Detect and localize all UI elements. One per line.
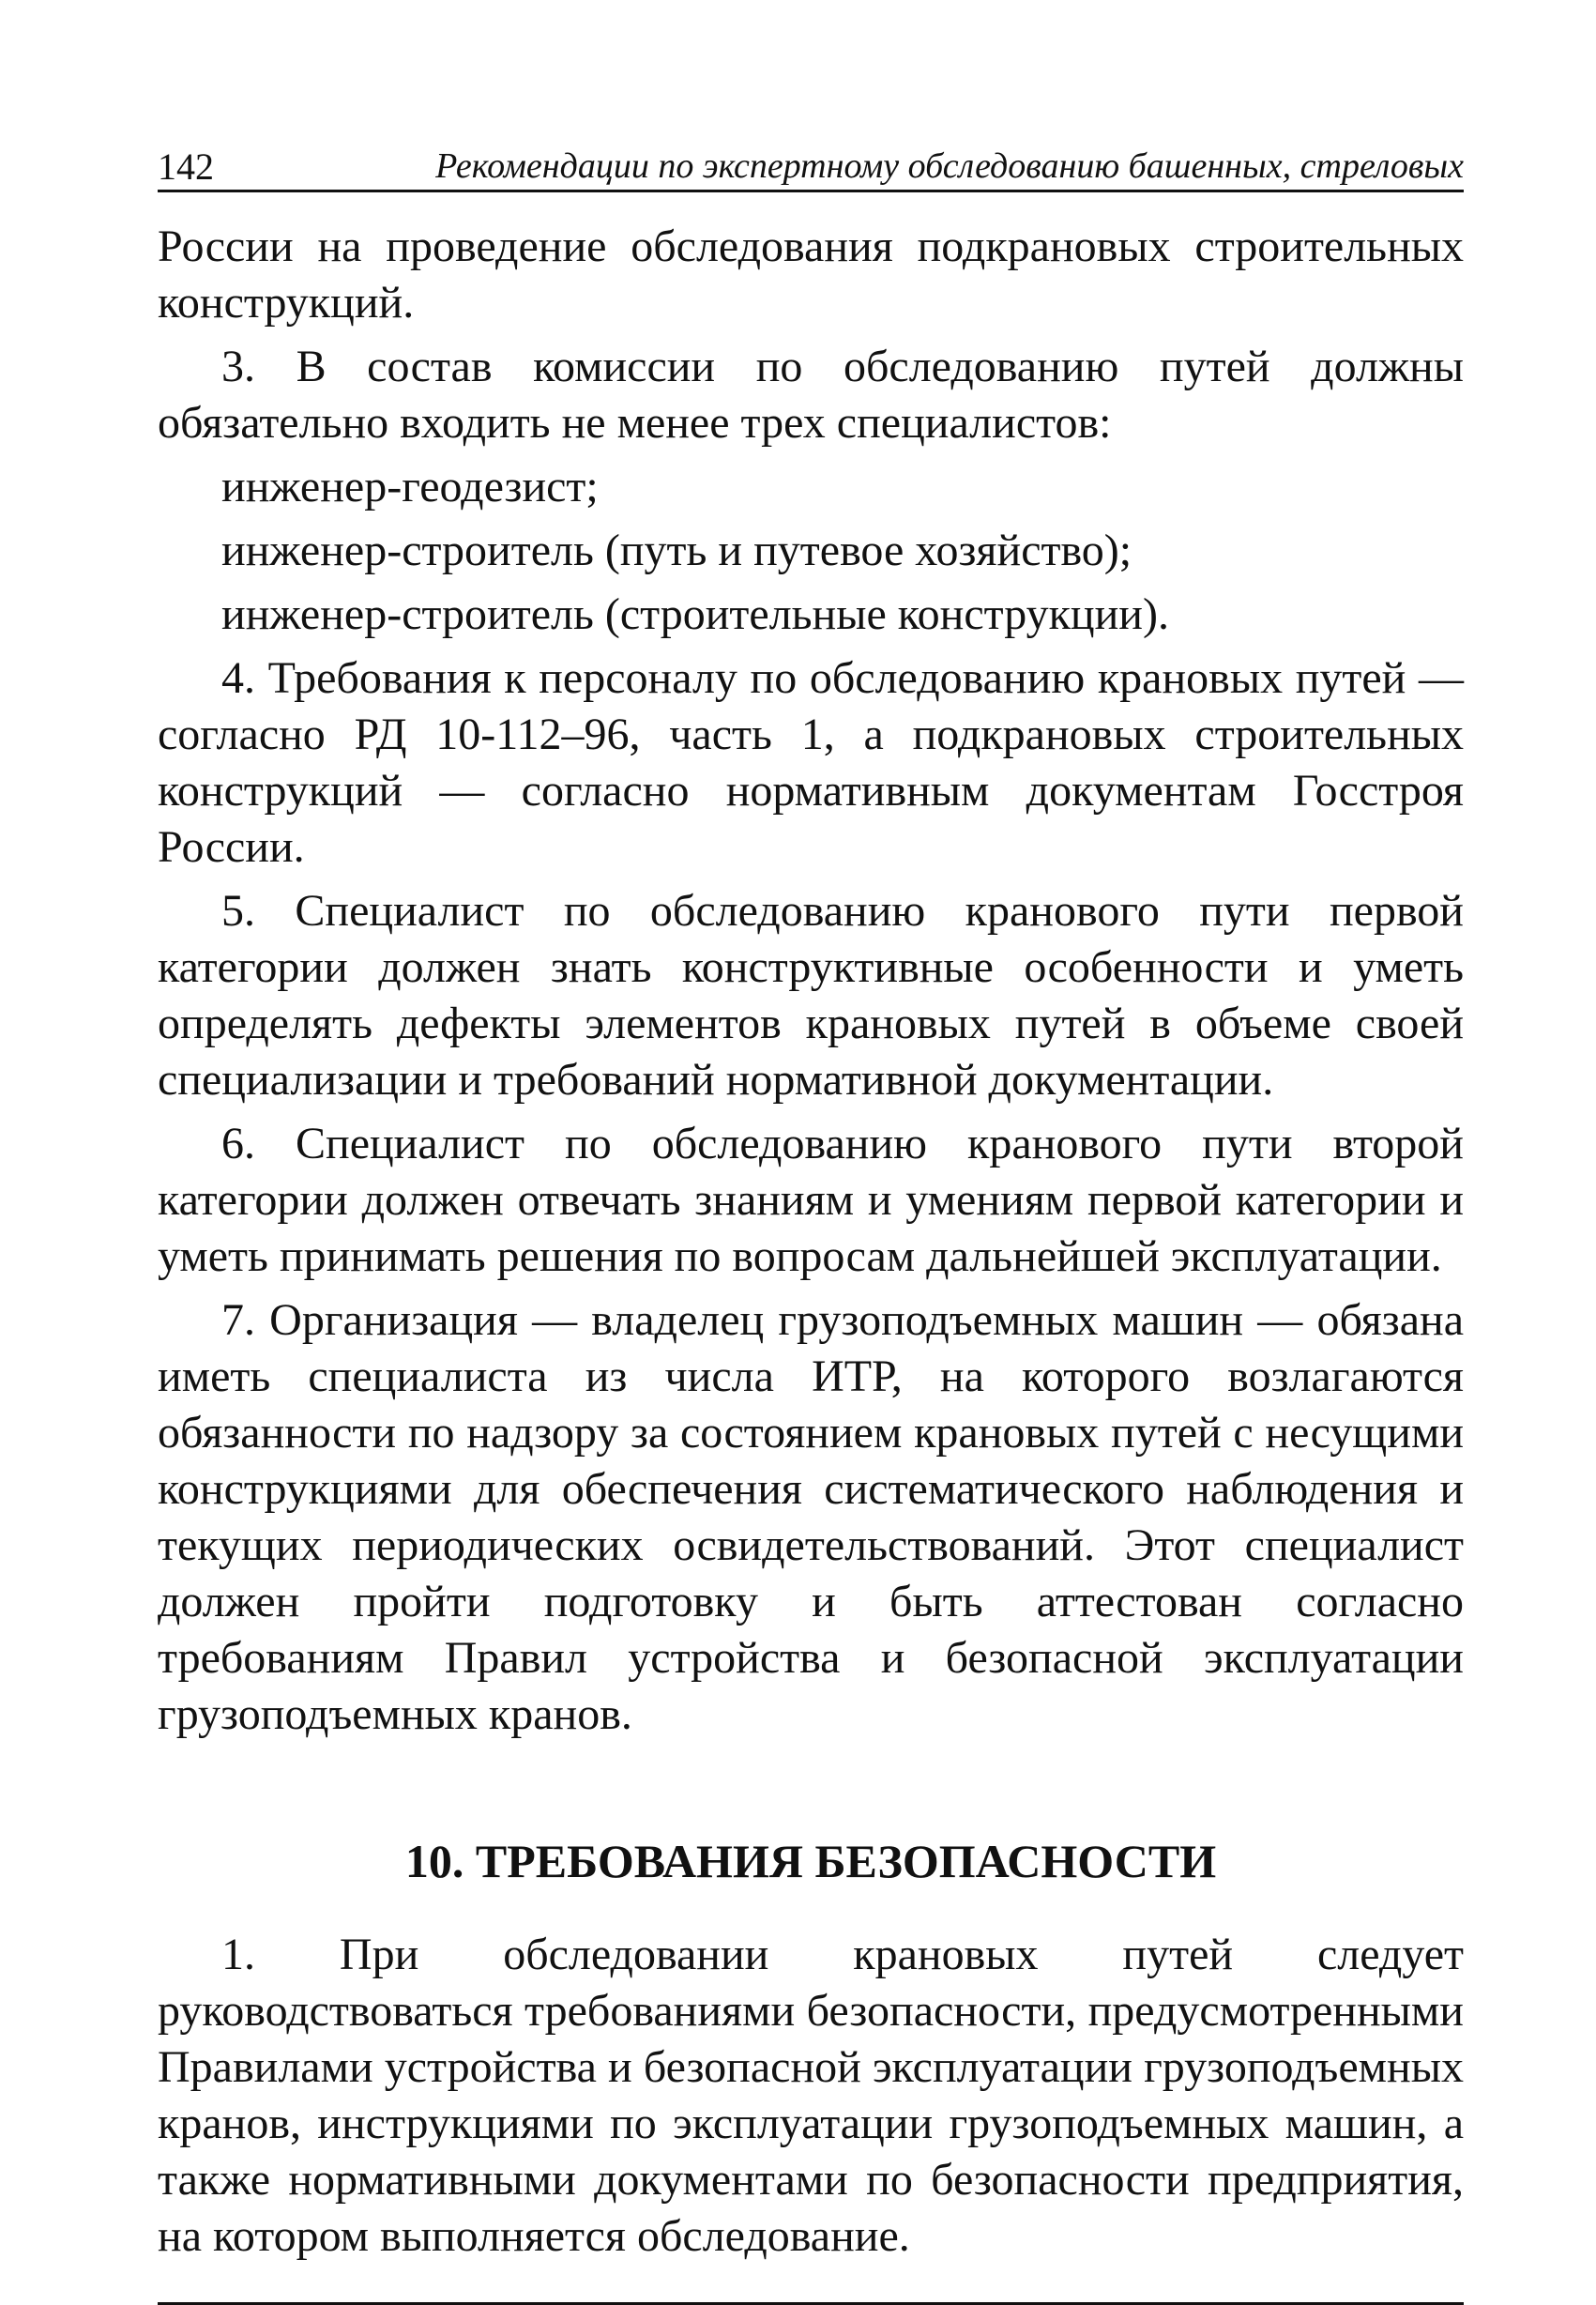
body-text — [158, 219, 1464, 2265]
paragraph-item-3: 3. В состав комиссии по обследованию путей должны обязательно входить не менее трех специалистов: — [158, 342, 1464, 448]
document-page — [158, 141, 1464, 2305]
page-number: 142 — [158, 145, 214, 188]
paragraph-item-5: 5. Специалист по обследованию кранового пути первой категории должен знать конструктивные особенности и уметь определять дефекты элементов крановых путей в объеме своей специализации и требований нормативной документации. — [158, 886, 1464, 1105]
page-header — [158, 141, 1464, 192]
paragraph-item-7: 7. Организация — владелец грузоподъемных машин — обязана иметь специалиста из числа ИТР, на которого возлагаются обязанности по надзору за состоянием крановых путей с несущими конструкциями для обеспечения систематического наблюдения и текущих периодических освидетельствований. Этот специалист должен пройти подготовку и быть аттестован согласно требованиям Правил устройства и безопасной эксплуатации грузоподъемных кранов. — [158, 1295, 1464, 1739]
paragraph-continuation: России на проведение обследования подкрановых строительных конструкций. — [158, 221, 1464, 328]
running-title: Рекомендации по экспертному обследованию башенных, стреловых — [435, 146, 1464, 186]
list-item: инженер-строитель (путь и путевое хозяйство); — [221, 526, 1132, 575]
list-item: инженер-строитель (строительные конструкции). — [221, 589, 1169, 639]
list-item: инженер-геодезист; — [221, 462, 599, 511]
paragraph-item-6: 6. Специалист по обследованию кранового пути второй категории должен отвечать знаниям и умениям первой категории и уметь принимать решения по вопросам дальнейшей эксплуатации. — [158, 1119, 1464, 1281]
paragraph-item-4: 4. Требования к персоналу по обследованию крановых путей — согласно РД 10-112–96, часть 1, а подкрановых строительных конструкций — согласно нормативным документам Госстроя России. — [158, 653, 1464, 872]
paragraph-section-1: 1. При обследовании крановых путей следует руководствоваться требованиями безопасности, предусмотренными Правилами устройства и безопасной эксплуатации грузоподъемных кранов, инструкциями по эксплуатации грузоподъемных машин, а также нормативными документами по безопасности предприятия, на котором выполняется обследование. — [158, 1930, 1464, 2261]
section-heading: 10. ТРЕБОВАНИЯ БЕЗОПАСНОСТИ — [404, 1835, 1217, 1887]
